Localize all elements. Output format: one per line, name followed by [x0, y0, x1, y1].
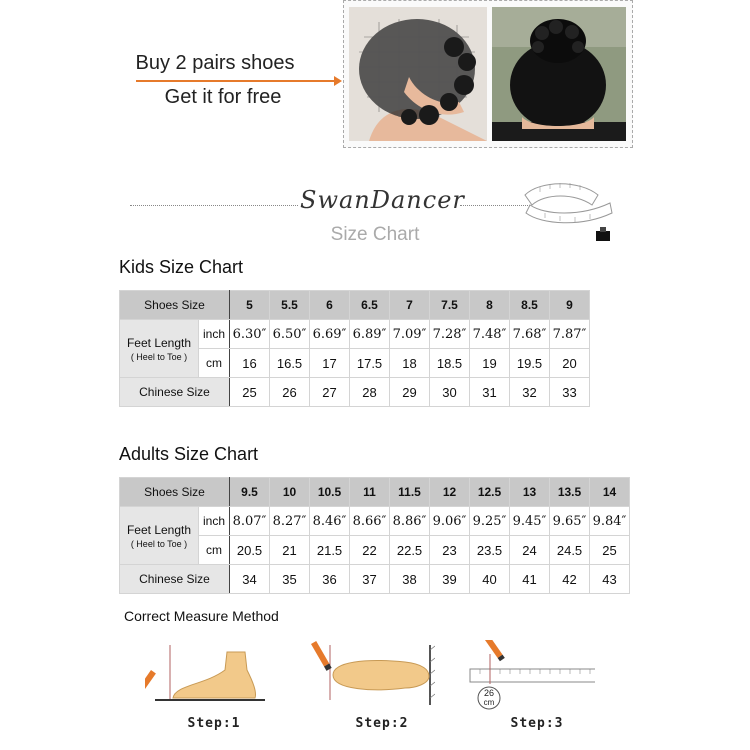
cm-cell: 24.5 — [550, 536, 590, 565]
inch-cell: 7.48″ — [470, 320, 510, 349]
inch-cell: 7.28″ — [430, 320, 470, 349]
cm-cell: 20.5 — [230, 536, 270, 565]
chinese-size-cell: 34 — [230, 565, 270, 594]
adults-size-table — [119, 477, 630, 594]
step-2-label: Step:2 — [355, 716, 409, 731]
chinese-size-cell: 35 — [270, 565, 310, 594]
promo-line-1: Buy 2 pairs shoes — [135, 52, 295, 74]
inch-cell: 8.86″ — [390, 507, 430, 536]
chinese-size-cell: 40 — [470, 565, 510, 594]
shoes-size-cell: 7.5 — [430, 291, 470, 320]
cm-cell: 16 — [230, 349, 270, 378]
shoes-size-cell: 11.5 — [390, 478, 430, 507]
hair-net-photo — [349, 7, 487, 141]
shoes-size-cell: 10 — [270, 478, 310, 507]
cm-cell: 25 — [590, 536, 630, 565]
chinese-size-cell: 38 — [390, 565, 430, 594]
inch-cell: 8.46″ — [310, 507, 350, 536]
cm-cell: 19.5 — [510, 349, 550, 378]
shoes-size-cell: 7 — [390, 291, 430, 320]
shoes-size-cell: 10.5 — [310, 478, 350, 507]
cm-cell: 23.5 — [470, 536, 510, 565]
divider-left — [130, 205, 298, 206]
chinese-size-cell: 27 — [310, 378, 350, 407]
shoes-size-cell: 13 — [510, 478, 550, 507]
table-row-inch — [120, 320, 590, 349]
step-2-illustration — [305, 640, 435, 710]
cm-cell: 24 — [510, 536, 550, 565]
feet-length-label — [120, 320, 199, 378]
cm-unit-label: cm — [199, 349, 230, 378]
chinese-size-cell: 30 — [430, 378, 470, 407]
table-row-chinese-size — [120, 565, 630, 594]
measuring-tape-icon — [520, 175, 620, 245]
inch-cell: 7.87″ — [550, 320, 590, 349]
chinese-size-cell: 29 — [390, 378, 430, 407]
chinese-size-label: Chinese Size — [120, 565, 230, 594]
shoes-size-cell: 8 — [470, 291, 510, 320]
cm-cell: 18 — [390, 349, 430, 378]
inch-cell: 9.25″ — [470, 507, 510, 536]
kids-chart-title: Kids Size Chart — [119, 257, 244, 277]
inch-cell: 8.07″ — [230, 507, 270, 536]
chinese-size-cell: 36 — [310, 565, 350, 594]
chinese-size-cell: 41 — [510, 565, 550, 594]
inch-unit-label: inch — [199, 320, 230, 349]
cm-unit-label: cm — [199, 536, 230, 565]
chinese-size-cell: 25 — [230, 378, 270, 407]
shoes-size-cell: 11 — [350, 478, 390, 507]
cm-cell: 20 — [550, 349, 590, 378]
table-row-inch — [120, 507, 630, 536]
kids-size-table — [119, 290, 590, 407]
inch-cell: 7.68″ — [510, 320, 550, 349]
size-chart-subtitle: Size Chart — [330, 224, 420, 245]
shoes-size-cell: 9.5 — [230, 478, 270, 507]
inch-cell: 6.50″ — [270, 320, 310, 349]
chinese-size-cell: 33 — [550, 378, 590, 407]
chinese-size-cell: 42 — [550, 565, 590, 594]
cm-cell: 19 — [470, 349, 510, 378]
inch-cell: 9.84″ — [590, 507, 630, 536]
step-1-label: Step:1 — [187, 716, 241, 731]
feet-length-text: Feet Length — [126, 335, 192, 350]
chinese-size-cell: 28 — [350, 378, 390, 407]
chinese-size-cell: 37 — [350, 565, 390, 594]
cm-cell: 18.5 — [430, 349, 470, 378]
step-1-illustration — [145, 640, 275, 710]
chinese-size-label: Chinese Size — [120, 378, 230, 407]
feet-length-text: Feet Length — [126, 522, 192, 537]
shoes-size-cell: 5.5 — [270, 291, 310, 320]
cm-cell: 17.5 — [350, 349, 390, 378]
inch-cell: 9.65″ — [550, 507, 590, 536]
chinese-size-cell: 26 — [270, 378, 310, 407]
cm-cell: 22 — [350, 536, 390, 565]
shoes-size-cell: 6 — [310, 291, 350, 320]
shoes-size-label: Shoes Size — [120, 291, 230, 320]
chinese-size-cell: 43 — [590, 565, 630, 594]
table-row-shoes-size — [120, 291, 590, 320]
step-3-illustration — [465, 640, 595, 710]
measure-method-title: Correct Measure Method — [124, 608, 279, 624]
shoes-size-cell: 5 — [230, 291, 270, 320]
arrow-right-icon — [136, 80, 336, 82]
shoes-size-cell: 6.5 — [350, 291, 390, 320]
hair-bun-photo — [492, 7, 626, 141]
inch-cell: 9.06″ — [430, 507, 470, 536]
ruler-value-label: 26 — [483, 688, 495, 698]
chinese-size-cell: 31 — [470, 378, 510, 407]
inch-cell: 6.89″ — [350, 320, 390, 349]
brand-name: SwanDancer — [300, 186, 465, 214]
shoes-size-cell: 13.5 — [550, 478, 590, 507]
shoes-size-cell: 9 — [550, 291, 590, 320]
cm-cell: 23 — [430, 536, 470, 565]
heel-to-toe-text: ( Heel to Toe ) — [130, 351, 188, 362]
promo-photo-frame — [343, 0, 633, 148]
inch-cell: 8.66″ — [350, 507, 390, 536]
step-3-label: Step:3 — [510, 716, 564, 731]
inch-cell: 7.09″ — [390, 320, 430, 349]
promo-line-2: Get it for free — [164, 86, 282, 108]
shoes-size-cell: 12.5 — [470, 478, 510, 507]
shoes-size-cell: 12 — [430, 478, 470, 507]
inch-cell: 6.69″ — [310, 320, 350, 349]
feet-length-label — [120, 507, 199, 565]
inch-cell: 9.45″ — [510, 507, 550, 536]
cm-cell: 21 — [270, 536, 310, 565]
inch-cell: 6.30″ — [230, 320, 270, 349]
ruler-unit-label: cm — [483, 698, 495, 707]
heel-to-toe-text: ( Heel to Toe ) — [130, 538, 188, 549]
table-row-chinese-size — [120, 378, 590, 407]
shoes-size-cell: 14 — [590, 478, 630, 507]
chinese-size-cell: 39 — [430, 565, 470, 594]
cm-cell: 21.5 — [310, 536, 350, 565]
cm-cell: 16.5 — [270, 349, 310, 378]
chinese-size-cell: 32 — [510, 378, 550, 407]
shoes-size-cell: 8.5 — [510, 291, 550, 320]
inch-cell: 8.27″ — [270, 507, 310, 536]
adults-chart-title: Adults Size Chart — [119, 444, 259, 464]
shoes-size-label: Shoes Size — [120, 478, 230, 507]
inch-unit-label: inch — [199, 507, 230, 536]
table-row-shoes-size — [120, 478, 630, 507]
cm-cell: 17 — [310, 349, 350, 378]
cm-cell: 22.5 — [390, 536, 430, 565]
